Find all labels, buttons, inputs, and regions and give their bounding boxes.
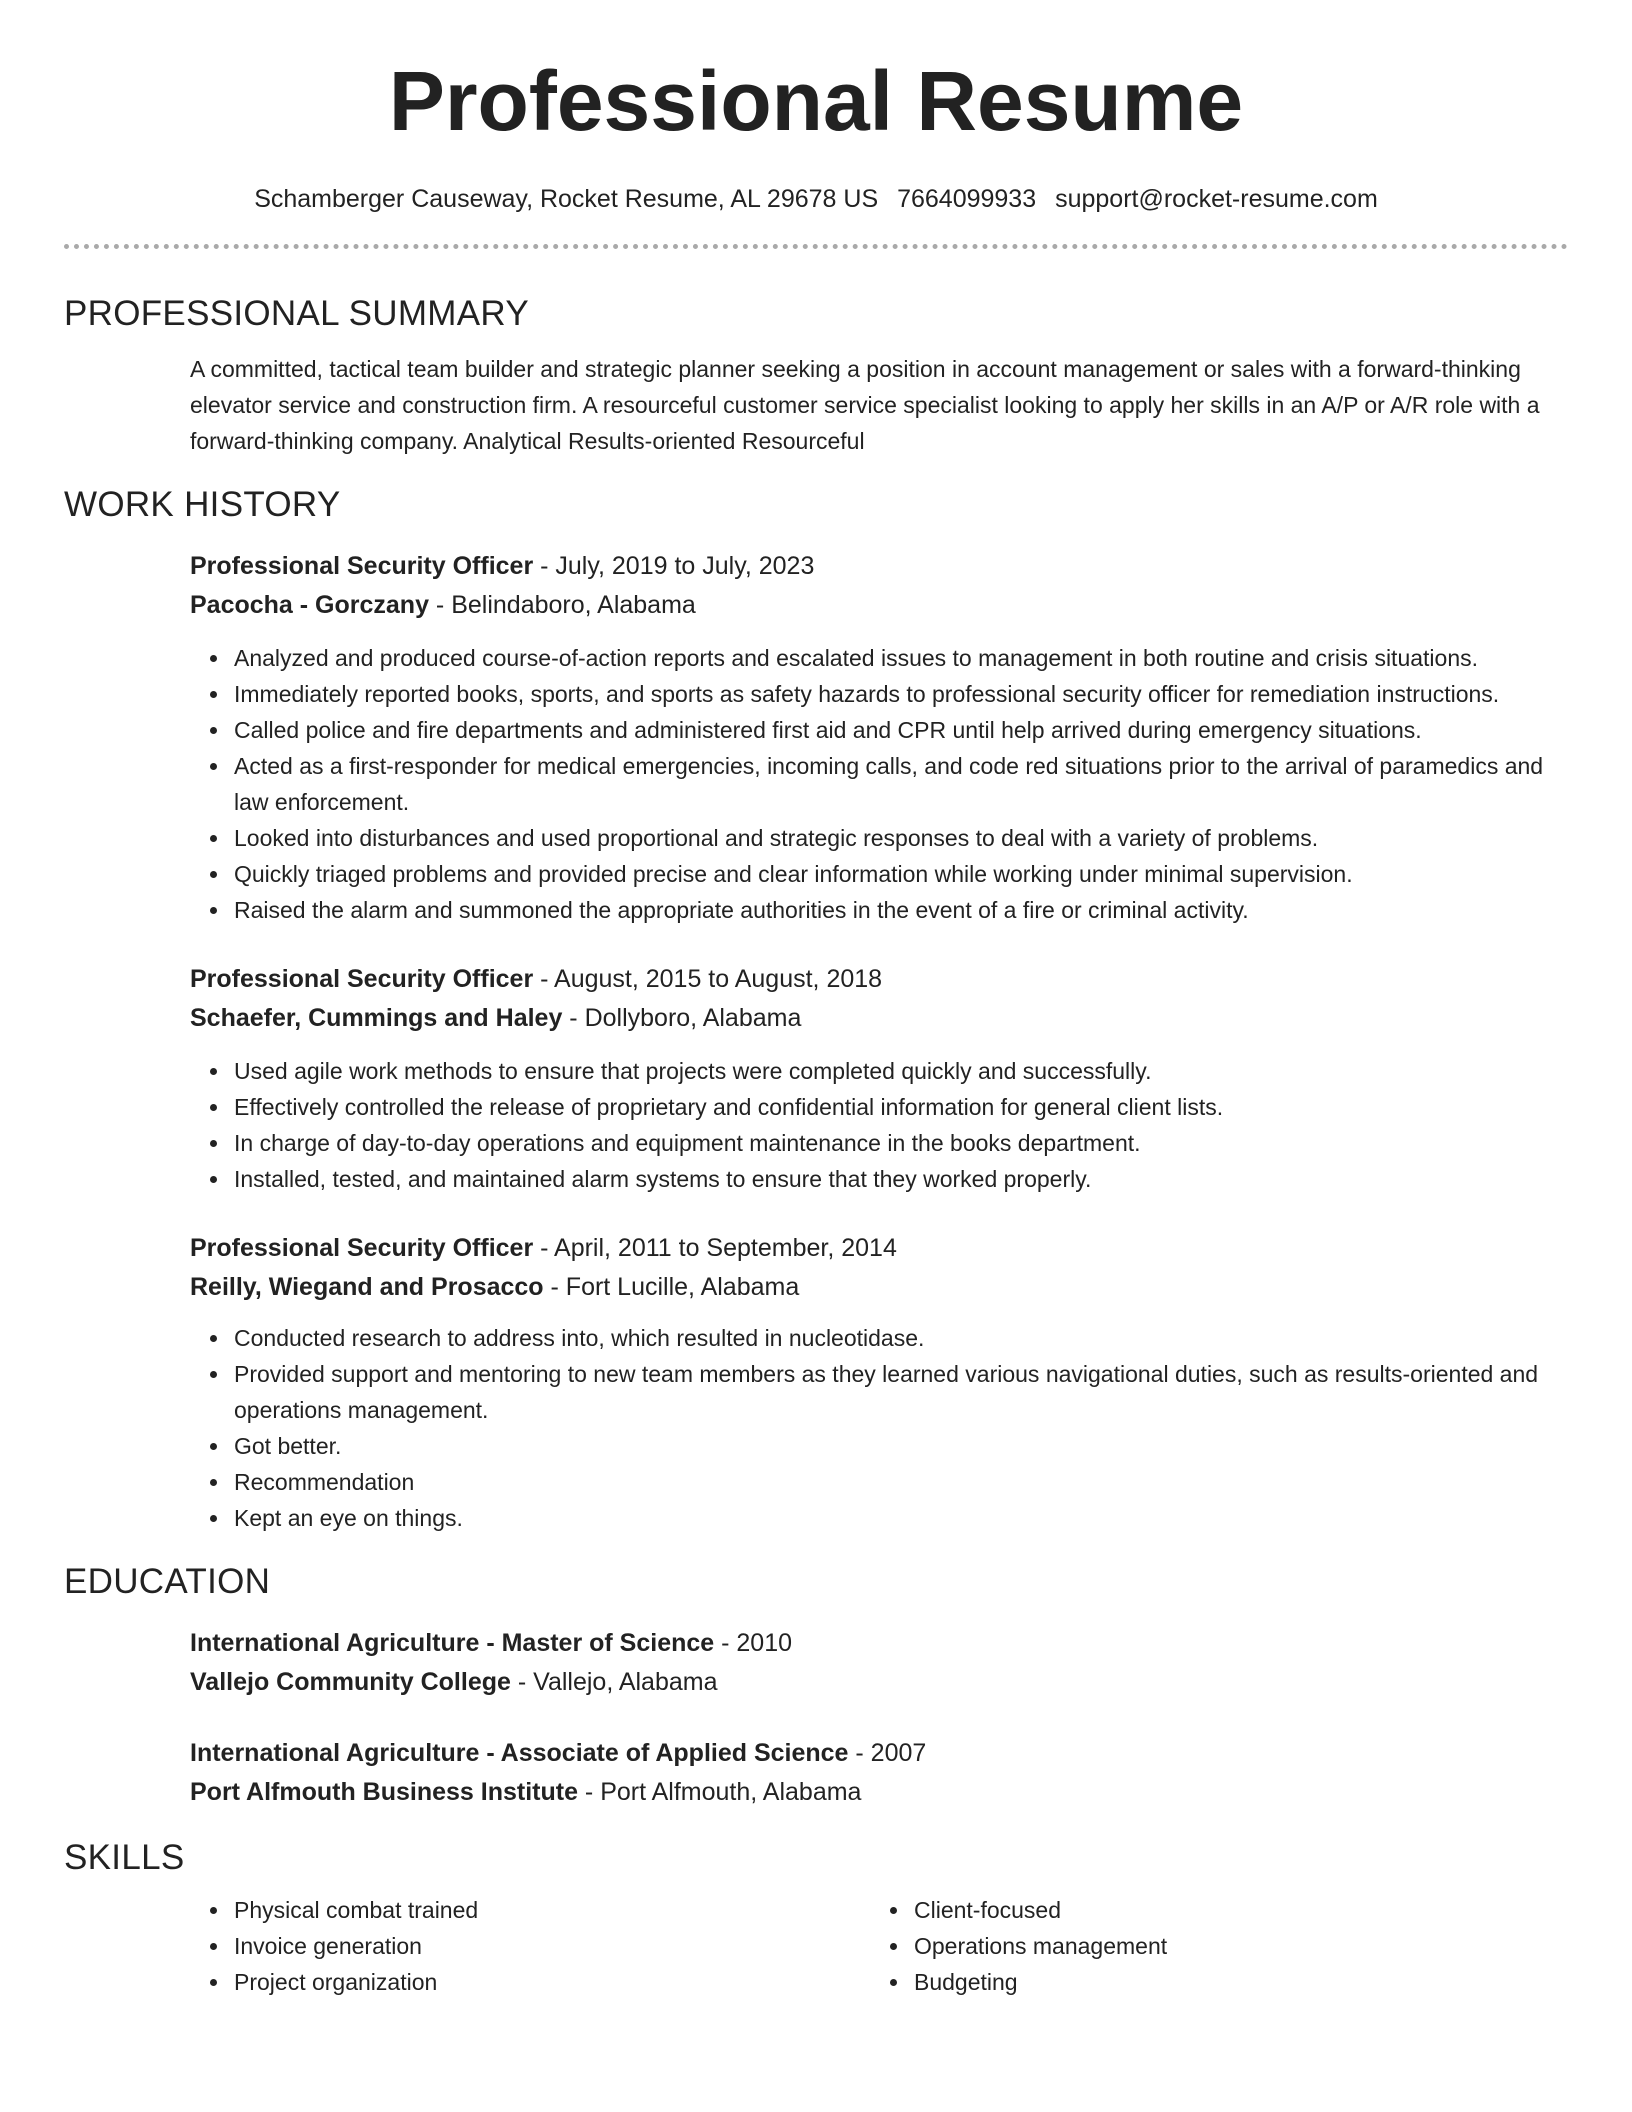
job-location: - Dollyboro, Alabama — [562, 1004, 802, 1032]
job-duty: Looked into disturbances and used proportional and strategic responses to deal with a variety of problems. — [234, 820, 1568, 856]
summary-text: A committed, tactical team builder and strategic planner seeking a position in account management or sales with a forward-thinking elevator service and construction firm. A resourceful customer service specialist looking to apply her skills in an A/P or A/R role with a forward-thinking company. Analytical Results-oriented Resourceful — [190, 356, 1540, 454]
skills-list — [190, 1892, 870, 2000]
job-duty: Provided support and mentoring to new team members as they learned various navigational duties, such as results-oriented and operations management. — [234, 1356, 1568, 1428]
education-degree-line — [190, 1734, 1568, 1773]
job-entry — [190, 960, 1568, 1197]
skill-item: Physical combat trained — [234, 1892, 870, 1928]
summary-section — [190, 351, 1568, 459]
work-history-section — [190, 547, 1568, 1536]
job-dates: - April, 2011 to September, 2014 — [533, 1234, 897, 1262]
education-degree-line — [190, 1624, 1568, 1663]
job-duty: Installed, tested, and maintained alarm systems to ensure that they worked properly. — [234, 1161, 1568, 1197]
contact-line — [64, 180, 1568, 218]
contact-address: Schamberger Causeway, Rocket Resume, AL 29678 US — [254, 185, 879, 213]
education-entry — [190, 1734, 1568, 1812]
education-heading: EDUCATION — [64, 1562, 271, 1601]
skill-item: Budgeting — [914, 1964, 1550, 2000]
job-duty: Raised the alarm and summoned the appropriate authorities in the event of a fire or criminal activity. — [234, 892, 1568, 928]
job-title: Professional Security Officer — [190, 1234, 534, 1262]
job-duties-list — [190, 640, 1568, 928]
job-entry — [190, 1229, 1568, 1536]
job-company-line — [190, 586, 1568, 625]
job-dates: - July, 2019 to July, 2023 — [533, 552, 815, 580]
education-location: - Port Alfmouth, Alabama — [577, 1778, 862, 1806]
job-duty: Immediately reported books, sports, and sports as safety hazards to professional security officer for remediation instructions. — [234, 676, 1568, 712]
job-company: Schaefer, Cummings and Haley — [190, 1004, 563, 1032]
education-school-line — [190, 1773, 1568, 1812]
skills-column-left — [190, 1892, 870, 2000]
skill-item: Project organization — [234, 1964, 870, 2000]
skill-item: Invoice generation — [234, 1928, 870, 1964]
skills-list — [870, 1892, 1550, 2000]
job-duty: Recommendation — [234, 1464, 1568, 1500]
job-duty: In charge of day-to-day operations and equipment maintenance in the books department. — [234, 1125, 1568, 1161]
job-duty: Called police and fire departments and administered first aid and CPR until help arrived during emergency situations. — [234, 712, 1568, 748]
education-degree: International Agriculture - Associate of Applied Science — [190, 1739, 849, 1767]
job-duty: Kept an eye on things. — [234, 1500, 1568, 1536]
job-company: Reilly, Wiegand and Prosacco — [190, 1273, 544, 1301]
work-history-heading: WORK HISTORY — [64, 485, 341, 524]
resume-page — [64, 0, 1568, 2000]
education-school: Port Alfmouth Business Institute — [190, 1778, 578, 1806]
education-degree: International Agriculture - Master of Science — [190, 1629, 715, 1657]
job-duty: Got better. — [234, 1428, 1568, 1464]
education-section — [190, 1624, 1568, 1812]
job-duty: Acted as a first-responder for medical emergencies, incoming calls, and code red situations prior to the arrival of paramedics and law enforcement. — [234, 748, 1568, 820]
skills-heading: SKILLS — [64, 1838, 185, 1877]
job-company: Pacocha - Gorczany — [190, 591, 429, 619]
job-duty: Conducted research to address into, which resulted in nucleotidase. — [234, 1320, 1568, 1356]
skills-column-right — [870, 1892, 1550, 2000]
education-year: - 2007 — [848, 1739, 927, 1767]
skill-item: Client-focused — [914, 1892, 1550, 1928]
education-school-line — [190, 1663, 1568, 1702]
job-location: - Belindaboro, Alabama — [428, 591, 696, 619]
job-dates: - August, 2015 to August, 2018 — [533, 965, 883, 993]
header-divider — [64, 244, 1568, 249]
job-duties-list — [190, 1053, 1568, 1197]
skill-item: Operations management — [914, 1928, 1550, 1964]
job-title-line — [190, 1229, 1568, 1268]
job-title-line — [190, 960, 1568, 999]
contact-email: support@rocket-resume.com — [1055, 185, 1378, 213]
job-company-line — [190, 1268, 1568, 1307]
summary-heading: PROFESSIONAL SUMMARY — [64, 294, 529, 333]
job-title: Professional Security Officer — [190, 552, 534, 580]
job-duty: Quickly triaged problems and provided precise and clear information while working under minimal supervision. — [234, 856, 1568, 892]
job-title-line — [190, 547, 1568, 586]
education-location: - Vallejo, Alabama — [510, 1668, 718, 1696]
contact-phone: 7664099933 — [897, 185, 1037, 213]
education-entry — [190, 1624, 1568, 1702]
job-duties-list — [190, 1320, 1568, 1536]
skills-section — [190, 1892, 1568, 2000]
job-duty: Used agile work methods to ensure that projects were completed quickly and successfully. — [234, 1053, 1568, 1089]
job-duty: Analyzed and produced course-of-action reports and escalated issues to management in both routine and crisis situations. — [234, 640, 1568, 676]
education-school: Vallejo Community College — [190, 1668, 511, 1696]
resume-title: Professional Resume — [388, 54, 1244, 148]
job-location: - Fort Lucille, Alabama — [543, 1273, 800, 1301]
job-title: Professional Security Officer — [190, 965, 534, 993]
job-company-line — [190, 999, 1568, 1038]
job-duty: Effectively controlled the release of proprietary and confidential information for general client lists. — [234, 1089, 1568, 1125]
job-entry — [190, 547, 1568, 928]
education-year: - 2010 — [714, 1629, 793, 1657]
